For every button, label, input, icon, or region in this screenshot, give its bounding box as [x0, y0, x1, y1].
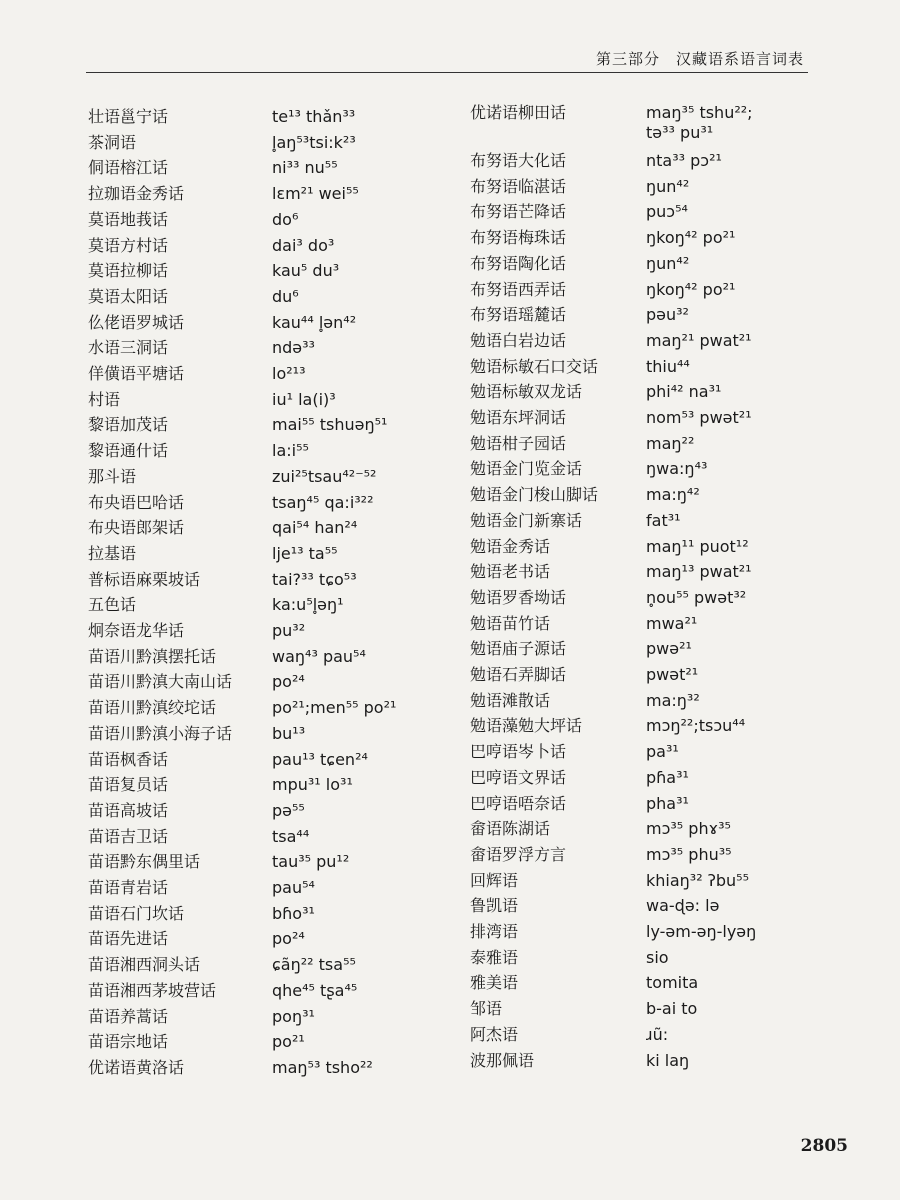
- word-form: bɦo³¹: [272, 903, 315, 923]
- word-form: lɛm²¹ wei⁵⁵: [272, 184, 359, 204]
- word-form: ŋkoŋ⁴² po²¹: [646, 279, 736, 299]
- word-form: do⁶: [272, 209, 299, 229]
- word-form: mɔ³⁵ phu³⁵: [646, 844, 732, 864]
- word-form: mpu³¹ lo³¹: [272, 775, 353, 795]
- word-form: pha³¹: [646, 793, 689, 813]
- word-form: zui²⁵tsau⁴²⁻⁵²: [272, 466, 377, 486]
- word-form: ly-əm-əŋ-lyəŋ: [646, 922, 757, 941]
- word-form: thiu⁴⁴: [646, 356, 690, 376]
- dialect-name: 巴哼语岑卜话: [470, 742, 567, 762]
- dialect-name: 布努语陶化话: [470, 253, 567, 273]
- dialect-name: 波那佩语: [470, 1050, 535, 1070]
- word-form: qai⁵⁴ han²⁴: [272, 518, 358, 538]
- word-form: fat³¹: [646, 510, 681, 530]
- dialect-name: 勉语石弄脚话: [470, 665, 567, 684]
- page-number: 2805: [800, 1136, 848, 1156]
- word-form: tsaŋ⁴⁵ qa:i³²²: [272, 492, 374, 512]
- dialect-name: 布努语芒降话: [470, 202, 567, 222]
- dialect-name: 苗语宗地话: [88, 1032, 169, 1052]
- word-form: pu³²: [272, 621, 306, 640]
- dialect-name: 布努语西弄话: [470, 279, 567, 299]
- dialect-name: 苗语川黔滇大南山话: [88, 672, 233, 692]
- dialect-name: 炯奈语龙华话: [88, 621, 185, 640]
- dialect-name: 苗语湘西洞头话: [88, 955, 201, 975]
- dialect-name: 畲语罗浮方言: [470, 844, 567, 864]
- dialect-name: 黎语加茂话: [88, 415, 169, 435]
- dialect-name: 雅美语: [470, 973, 519, 993]
- word-form: l̥aŋ⁵³tsi:k²³: [272, 132, 356, 152]
- word-form: mɔŋ²²;tsɔu⁴⁴: [646, 716, 746, 736]
- word-form: te¹³ thǎn³³: [272, 107, 356, 126]
- dialect-name: 苗语养蒿话: [88, 1006, 169, 1026]
- dialect-name: 布央语郎架话: [88, 518, 185, 538]
- dialect-name: 佯僙语平塘话: [88, 364, 185, 383]
- dialect-name: 莫语太阳话: [88, 286, 169, 306]
- dialect-name: 巴哼语文界话: [470, 767, 567, 787]
- header-title: 第三部分 汉藏语系语言词表: [595, 50, 804, 68]
- dialect-name: 巴哼语唔奈话: [470, 793, 567, 813]
- word-form: du⁶: [272, 286, 299, 306]
- dialect-name: 勉语标敏双龙话: [470, 382, 583, 402]
- word-form: po²⁴: [272, 929, 305, 949]
- dialect-name: 布努语瑶麓话: [470, 305, 567, 325]
- word-form: tə³³ pu³¹: [646, 123, 714, 142]
- word-form: maŋ²¹ pwat²¹: [646, 330, 752, 350]
- word-form: pwət²¹: [646, 665, 699, 684]
- dialect-name: 勉语柑子园话: [470, 433, 567, 453]
- dialect-name: 泰雅语: [470, 947, 519, 967]
- dialect-name: 回辉语: [470, 870, 519, 890]
- dialect-name: 布央语巴哈话: [88, 492, 185, 512]
- dialect-name: 苗语高坡话: [88, 800, 169, 820]
- word-form: iu¹ la(i)³: [272, 389, 336, 409]
- word-form: waŋ⁴³ pau⁵⁴: [272, 646, 366, 666]
- dialect-name: 苗语川黔滇小海子话: [88, 723, 233, 743]
- word-form: ka:u⁵l̥əŋ¹: [272, 595, 344, 615]
- word-form: ki laŋ: [646, 1050, 690, 1070]
- word-form: n̥ou⁵⁵ pwət³²: [646, 587, 747, 607]
- dialect-name: 壮语邕宁话: [88, 107, 169, 126]
- word-form: pwə²¹: [646, 639, 692, 659]
- word-form: pa³¹: [646, 742, 679, 762]
- dialect-name: 布努语梅珠话: [470, 228, 567, 248]
- word-form: pəu³²: [646, 305, 689, 325]
- word-form: nom⁵³ pwət²¹: [646, 408, 752, 427]
- word-form: mai⁵⁵ tshuəŋ⁵¹: [272, 415, 388, 435]
- dialect-name: 莫语拉柳话: [88, 261, 169, 281]
- dialect-name: 苗语吉卫话: [88, 826, 169, 846]
- dialect-name: 勉语苗竹话: [470, 613, 551, 633]
- word-form: mwa²¹: [646, 613, 698, 633]
- dialect-name: 畲语陈湖话: [470, 819, 551, 839]
- word-form: pə⁵⁵: [272, 800, 305, 820]
- word-form: po²⁴: [272, 672, 305, 692]
- dialect-name: 苗语复员话: [88, 775, 169, 795]
- word-form: po²¹: [272, 1032, 305, 1052]
- dialect-name: 阿杰语: [470, 1024, 519, 1044]
- dialect-name: 苗语湘西茅坡营话: [88, 980, 217, 1000]
- dialect-name: 拉基语: [88, 543, 137, 563]
- word-form: la:i⁵⁵: [272, 441, 309, 461]
- word-form: pau⁵⁴: [272, 878, 315, 897]
- word-form: qhe⁴⁵ tʂa⁴⁵: [272, 980, 358, 1000]
- dialect-name: 优诺语黄洛话: [88, 1057, 185, 1077]
- dialect-name: 勉语金门梭山脚话: [470, 485, 599, 505]
- header-rule: [86, 72, 808, 73]
- dialect-name: 仫佬语罗城话: [88, 312, 185, 332]
- dialect-name: 勉语白岩边话: [470, 330, 567, 350]
- dialect-name: 勉语罗香坳话: [470, 587, 567, 607]
- dialect-name: 苗语青岩话: [88, 878, 169, 897]
- word-form: ma:ŋ³²: [646, 690, 700, 710]
- dialect-name: 勉语金门览金话: [470, 459, 583, 479]
- dialect-name: 勉语老书话: [470, 562, 551, 582]
- dialect-name: 水语三洞话: [88, 338, 169, 358]
- word-form: mɔ³⁵ phɤ³⁵: [646, 819, 731, 839]
- dialect-name: 布努语大化话: [470, 151, 567, 170]
- word-form: pɦa³¹: [646, 767, 689, 787]
- word-form: nta³³ pɔ²¹: [646, 151, 722, 170]
- word-form: puɔ⁵⁴: [646, 202, 688, 222]
- dialect-name: 五色话: [88, 595, 137, 615]
- word-form: phi⁴² na³¹: [646, 382, 722, 402]
- word-form: kau⁴⁴ l̥ən⁴²: [272, 312, 357, 332]
- word-form: tomita: [646, 973, 699, 993]
- word-form: ndə³³: [272, 338, 315, 358]
- dialect-name: 苗语先进话: [88, 929, 169, 949]
- word-form: lje¹³ ta⁵⁵: [272, 543, 338, 563]
- word-form: ɹũ:: [646, 1024, 669, 1044]
- dialect-name: 那斗语: [88, 466, 137, 486]
- word-form: maŋ¹³ pwat²¹: [646, 562, 752, 582]
- word-form: ni³³ nu⁵⁵: [272, 158, 338, 178]
- word-form: maŋ²²: [646, 433, 695, 453]
- word-form: ŋun⁴²: [646, 253, 690, 273]
- word-form: tau³⁵ pu¹²: [272, 852, 350, 872]
- dialect-name: 苗语川黔滇绞坨话: [88, 698, 217, 718]
- word-form: tsa⁴⁴: [272, 826, 310, 846]
- dialect-name: 鲁凯语: [470, 896, 519, 916]
- dialect-name: 莫语方村话: [88, 235, 169, 255]
- word-form: bu¹³: [272, 723, 306, 743]
- dialect-name: 普标语麻栗坡话: [88, 569, 201, 589]
- dialect-name: 茶洞语: [88, 132, 137, 152]
- dialect-name: 拉珈语金秀话: [88, 184, 185, 204]
- dialect-name: 勉语滩散话: [470, 690, 551, 710]
- dialect-name: 布努语临湛话: [470, 176, 567, 196]
- dialect-name: 村语: [88, 389, 121, 409]
- dialect-name: 勉语金门新寨话: [470, 510, 583, 530]
- word-form: ma:ŋ⁴²: [646, 485, 700, 505]
- word-form: maŋ⁵³ tsho²²: [272, 1057, 373, 1077]
- word-form: khiaŋ³² ʔbu⁵⁵: [646, 870, 749, 890]
- dialect-name: 黎语通什话: [88, 441, 169, 461]
- word-form: ɕãŋ²² tsa⁵⁵: [272, 955, 356, 975]
- dialect-name: 优诺语柳田话: [470, 103, 567, 122]
- word-form: tai?³³ tɕo⁵³: [272, 569, 357, 589]
- word-form: b-ai to: [646, 999, 698, 1019]
- word-form: dai³ do³: [272, 235, 335, 255]
- word-form: poŋ³¹: [272, 1006, 315, 1026]
- dialect-name: 勉语东坪洞话: [470, 408, 567, 427]
- word-form: maŋ³⁵ tshu²²;: [646, 103, 753, 122]
- word-form: ŋun⁴²: [646, 176, 690, 196]
- dialect-name: 勉语标敏石口交话: [470, 356, 599, 376]
- dialect-name: 邹语: [470, 999, 503, 1019]
- dialect-name: 勉语庙子源话: [470, 639, 567, 659]
- word-form: maŋ¹¹ puot¹²: [646, 536, 749, 556]
- dialect-name: 苗语黔东偶里话: [88, 852, 201, 872]
- dialect-name: 苗语川黔滇摆托话: [88, 646, 217, 666]
- word-form: po²¹;men⁵⁵ po²¹: [272, 698, 397, 718]
- word-form: wa-ɖə: lə: [646, 896, 720, 916]
- word-form: lo²¹³: [272, 364, 306, 383]
- dialect-name: 苗语枫香话: [88, 749, 169, 769]
- word-form: pau¹³ tɕen²⁴: [272, 749, 368, 769]
- word-form: sio: [646, 947, 669, 967]
- dialect-name: 勉语金秀话: [470, 536, 551, 556]
- dialect-name: 排湾语: [470, 922, 519, 941]
- word-form: ŋwa:ŋ⁴³: [646, 459, 708, 479]
- dialect-name: 莫语地莪话: [88, 209, 169, 229]
- word-form: ŋkoŋ⁴² po²¹: [646, 228, 736, 248]
- dialect-name: 苗语石门坎话: [88, 903, 185, 923]
- dialect-name: 侗语榕江话: [88, 158, 169, 178]
- word-form: kau⁵ du³: [272, 261, 340, 281]
- dialect-name: 勉语藻勉大坪话: [470, 716, 583, 736]
